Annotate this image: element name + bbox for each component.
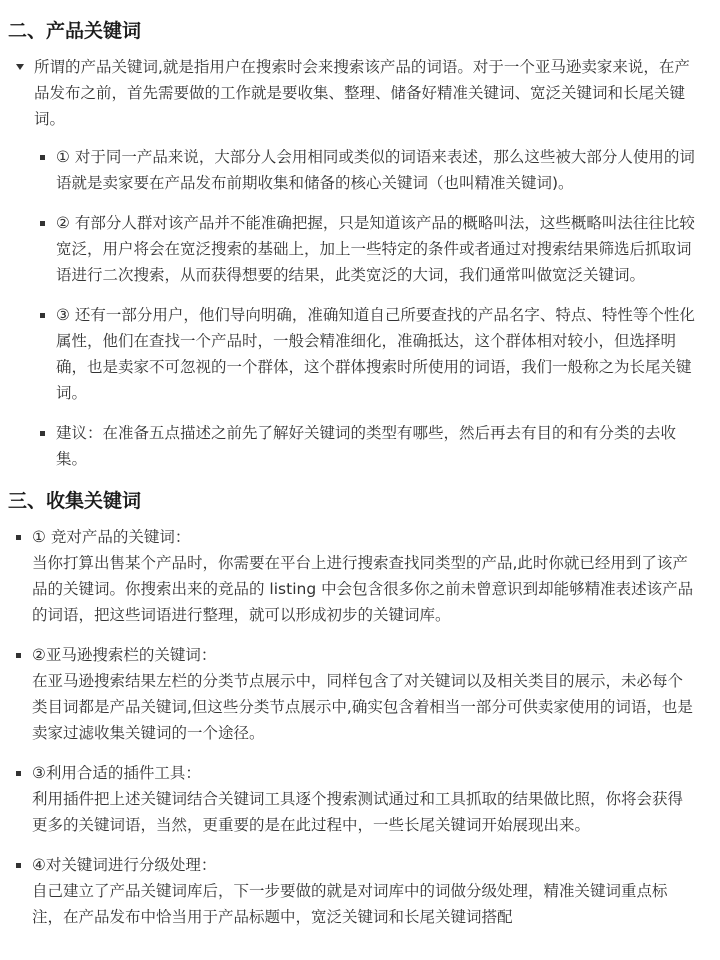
square-bullet-icon xyxy=(16,771,21,776)
list-item-heading: ④对关键词进行分级处理： xyxy=(32,856,217,874)
section-2-list xyxy=(0,144,696,472)
list-item xyxy=(14,642,696,746)
section-3-list xyxy=(0,524,696,930)
section-2-intro xyxy=(0,54,696,132)
list-item-body: 自己建立了产品关键词库后，下一步要做的就是对词库中的词做分级处理，精准关键词重点标注，在产品发布中恰当用于产品标题中，宽泛关键词和长尾关键词搭配 xyxy=(32,882,668,926)
square-bullet-icon xyxy=(16,863,21,868)
square-bullet-icon xyxy=(40,155,45,160)
list-item-text: ③ 还有一部分用户，他们导向明确，准确知道自己所要查找的产品名字、特点、特性等个性化属性，他们在查找一个产品时，一般会精准细化，准确抵达，这个群体相对较小，但选择明确，也是卖家不可忽视的一个群体，这个群体搜索时所使用的词语，我们一般称之为长尾关键词。 xyxy=(56,306,695,402)
list-item xyxy=(38,144,696,196)
section-3-title: 三、收集关键词 xyxy=(8,490,142,512)
triangle-bullet-icon xyxy=(16,64,24,70)
square-bullet-icon xyxy=(16,535,21,540)
list-item xyxy=(38,302,696,406)
list-item-heading: ②亚马逊搜索栏的关键词： xyxy=(32,646,217,664)
list-item xyxy=(38,420,696,472)
section-2-intro-text: 所谓的产品关键词,就是指用户在搜索时会来搜索该产品的词语。对于一个亚马逊卖家来说，在产品发布之前，首先需要做的工作就是要收集、整理、储备好精准关键词、宽泛关键词和长尾关键词。 xyxy=(34,58,690,128)
square-bullet-icon xyxy=(40,313,45,318)
list-item-heading: ① 竞对产品的关键词： xyxy=(32,528,191,546)
list-item xyxy=(38,210,696,288)
list-item-heading: ③利用合适的插件工具： xyxy=(32,764,201,782)
list-item-body: 当你打算出售某个产品时，你需要在平台上进行搜索查找同类型的产品,此时你就已经用到了该产品的关键词。你搜索出来的竞品的 listing 中会包含很多你之前未曾意识到却能够精准表述该产品的词语，把这些词语进行整理，就可以形成初步的关键词库。 xyxy=(32,554,694,624)
list-item xyxy=(14,524,696,628)
square-bullet-icon xyxy=(40,221,45,226)
square-bullet-icon xyxy=(16,653,21,658)
list-item-body: 在亚马逊搜索结果左栏的分类节点展示中，同样包含了对关键词以及相关类目的展示，未必每个类目词都是产品关键词,但这些分类节点展示中,确实包含着相当一部分可供卖家使用的词语，也是卖家过滤收集关键词的一个途径。 xyxy=(32,672,693,742)
list-item-text: ② 有部分人群对该产品并不能准确把握，只是知道该产品的概略叫法，这些概略叫法往往比较宽泛，用户将会在宽泛搜索的基础上，加上一些特定的条件或者通过对搜索结果筛选后抓取词语进行二次搜索，从而获得想要的结果，此类宽泛的大词，我们通常叫做宽泛关键词。 xyxy=(56,214,695,284)
list-item xyxy=(14,760,696,838)
list-item-body: 利用插件把上述关键词结合关键词工具逐个搜索测试通过和工具抓取的结果做比照，你将会获得更多的关键词语，当然，更重要的是在此过程中，一些长尾关键词开始展现出来。 xyxy=(32,790,684,834)
list-item xyxy=(14,852,696,930)
list-item-text: 建议：在准备五点描述之前先了解好关键词的类型有哪些，然后再去有目的和有分类的去收集。 xyxy=(56,424,677,468)
square-bullet-icon xyxy=(40,431,45,436)
list-item-text: ① 对于同一产品来说，大部分人会用相同或类似的词语来表述，那么这些被大部分人使用的词语就是卖家要在产品发布前期收集和储备的核心关键词（也叫精准关键词)。 xyxy=(56,148,695,192)
section-2-title: 二、产品关键词 xyxy=(8,20,142,42)
